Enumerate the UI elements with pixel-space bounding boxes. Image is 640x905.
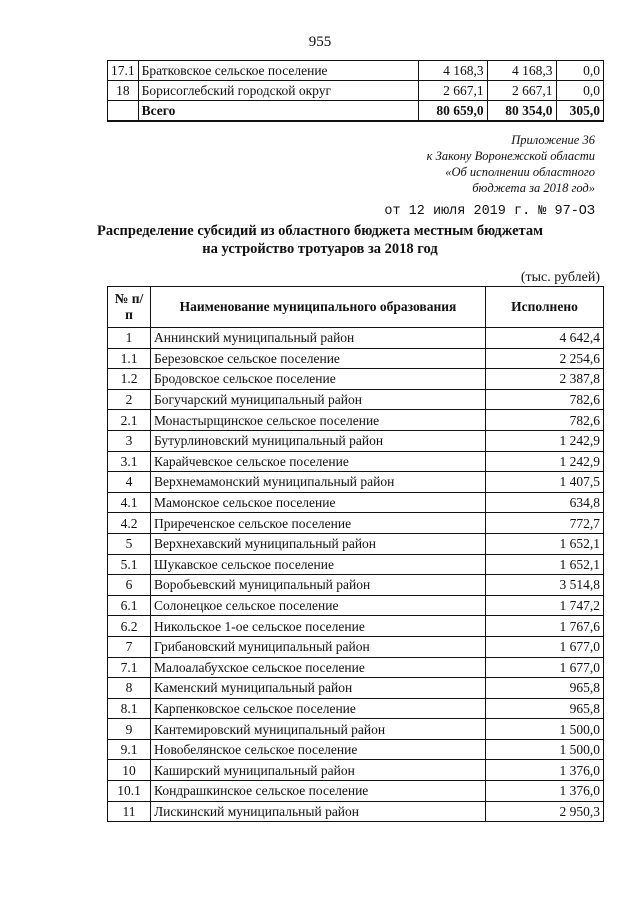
row-value: 1 652,1 — [486, 554, 604, 575]
row-number: 6.2 — [108, 616, 151, 637]
row-value: 772,7 — [486, 513, 604, 534]
row-name: Мамонское сельское поселение — [151, 492, 486, 513]
table-row — [108, 595, 604, 616]
row-name: Карайчевское сельское поселение — [151, 451, 486, 472]
table-row — [108, 348, 604, 369]
table-row — [108, 801, 604, 822]
row-value: 1 677,0 — [486, 636, 604, 657]
row-number: 9.1 — [108, 739, 151, 760]
row-name: Верхнехавский муниципальный район — [151, 533, 486, 554]
table-row — [108, 472, 604, 493]
table-row — [108, 513, 604, 534]
subsidy-table-body — [108, 328, 604, 822]
row-value: 1 747,2 — [486, 595, 604, 616]
row-value: 3 514,8 — [486, 575, 604, 596]
total-value-difference: 305,0 — [556, 101, 604, 121]
table-row — [108, 657, 604, 678]
row-number: 4.2 — [108, 513, 151, 534]
row-value: 1 500,0 — [486, 719, 604, 740]
title-line: на устройство тротуаров за 2018 год — [202, 241, 438, 257]
row-number: 8.1 — [108, 698, 151, 719]
row-number: 2 — [108, 389, 151, 410]
table-row — [108, 430, 604, 451]
row-number: 9 — [108, 719, 151, 740]
continuation-table — [107, 60, 604, 122]
row-value-executed: 4 168,3 — [487, 61, 556, 81]
table-row — [108, 760, 604, 781]
row-number: 7 — [108, 636, 151, 657]
row-number: 8 — [108, 678, 151, 699]
total-value-planned: 80 659,0 — [418, 101, 487, 121]
page-number: 955 — [308, 34, 332, 50]
table-row — [108, 369, 604, 390]
row-name: Карпенковское сельское поселение — [151, 698, 486, 719]
row-number: 4 — [108, 472, 151, 493]
law-reference: от 12 июля 2019 г. № 97-ОЗ — [384, 204, 595, 219]
table-row — [108, 554, 604, 575]
row-value: 4 642,4 — [486, 328, 604, 349]
table-row — [108, 492, 604, 513]
row-name: Воробьевский муниципальный район — [151, 575, 486, 596]
row-number: 10 — [108, 760, 151, 781]
row-number: 5 — [108, 533, 151, 554]
row-name: Монастырщинское сельское поселение — [151, 410, 486, 431]
table-row — [108, 389, 604, 410]
row-number: 10.1 — [108, 781, 151, 802]
total-label: Всего — [138, 101, 418, 121]
subsidy-table — [107, 286, 604, 822]
table-row — [108, 410, 604, 431]
row-name: Аннинский муниципальный район — [151, 328, 486, 349]
table-row — [108, 81, 604, 101]
table-row — [108, 719, 604, 740]
row-value-executed: 2 667,1 — [487, 81, 556, 101]
row-number: 6 — [108, 575, 151, 596]
row-value: 1 677,0 — [486, 657, 604, 678]
row-value: 1 376,0 — [486, 781, 604, 802]
row-value-planned: 2 667,1 — [418, 81, 487, 101]
row-number: 3 — [108, 430, 151, 451]
table-row — [108, 739, 604, 760]
row-value: 782,6 — [486, 389, 604, 410]
row-name: Лискинский муниципальный район — [151, 801, 486, 822]
row-number: 18 — [108, 81, 139, 101]
appendix-note — [295, 132, 595, 196]
row-name: Грибановский муниципальный район — [151, 636, 486, 657]
row-name: Верхнемамонский муниципальный район — [151, 472, 486, 493]
row-name: Березовское сельское поселение — [151, 348, 486, 369]
table-row — [108, 575, 604, 596]
row-value: 1 376,0 — [486, 760, 604, 781]
title-line: Распределение субсидий из областного бюджета местным бюджетам — [97, 223, 543, 239]
row-value-difference: 0,0 — [556, 61, 604, 81]
row-number: 1.1 — [108, 348, 151, 369]
total-row — [108, 101, 604, 121]
row-name: Бродовское сельское поселение — [151, 369, 486, 390]
units-label: (тыс. рублей) — [520, 270, 600, 285]
row-value: 2 387,8 — [486, 369, 604, 390]
row-name: Никольское 1-ое сельское поселение — [151, 616, 486, 637]
row-name: Борисоглебский городской округ — [138, 81, 418, 101]
table-row — [108, 61, 604, 81]
row-name: Каширский муниципальный район — [151, 760, 486, 781]
appendix-line: бюджета за 2018 год» — [472, 181, 595, 195]
row-value: 1 500,0 — [486, 739, 604, 760]
row-name: Солонецкое сельское поселение — [151, 595, 486, 616]
row-value: 782,6 — [486, 410, 604, 431]
row-number: 6.1 — [108, 595, 151, 616]
page-title — [0, 222, 640, 258]
row-number: 1 — [108, 328, 151, 349]
row-name: Шукавское сельское поселение — [151, 554, 486, 575]
continuation-table-body — [108, 61, 604, 121]
table-row — [108, 328, 604, 349]
table-row — [108, 616, 604, 637]
row-number: 17.1 — [108, 61, 139, 81]
row-value: 1 242,9 — [486, 451, 604, 472]
row-number: 1.2 — [108, 369, 151, 390]
row-value: 1 767,6 — [486, 616, 604, 637]
header-name: Наименование муниципального образования — [151, 287, 486, 328]
row-value: 965,8 — [486, 698, 604, 719]
row-number: 7.1 — [108, 657, 151, 678]
appendix-line: Приложение 36 — [511, 133, 595, 147]
row-name: Богучарский муниципальный район — [151, 389, 486, 410]
row-value: 1 242,9 — [486, 430, 604, 451]
row-number: 3.1 — [108, 451, 151, 472]
row-name: Кантемировский муниципальный район — [151, 719, 486, 740]
row-number: 11 — [108, 801, 151, 822]
row-name: Малоалабухское сельское поселение — [151, 657, 486, 678]
row-value: 1 407,5 — [486, 472, 604, 493]
row-name: Каменский муниципальный район — [151, 678, 486, 699]
row-value-difference: 0,0 — [556, 81, 604, 101]
row-name: Новобелянское сельское поселение — [151, 739, 486, 760]
row-value-planned: 4 168,3 — [418, 61, 487, 81]
table-row — [108, 451, 604, 472]
row-name: Братковское сельское поселение — [138, 61, 418, 81]
row-name: Приреченское сельское поселение — [151, 513, 486, 534]
table-row — [108, 781, 604, 802]
row-value: 2 950,3 — [486, 801, 604, 822]
total-empty-cell — [108, 101, 139, 121]
row-number: 4.1 — [108, 492, 151, 513]
row-value: 1 652,1 — [486, 533, 604, 554]
row-name: Кондрашкинское сельское поселение — [151, 781, 486, 802]
appendix-line: к Закону Воронежской области — [426, 149, 595, 163]
total-value-executed: 80 354,0 — [487, 101, 556, 121]
row-value: 965,8 — [486, 678, 604, 699]
header-value: Исполнено — [486, 287, 604, 328]
row-number: 2.1 — [108, 410, 151, 431]
table-row — [108, 636, 604, 657]
row-number: 5.1 — [108, 554, 151, 575]
row-name: Бутурлиновский муниципальный район — [151, 430, 486, 451]
table-row — [108, 678, 604, 699]
appendix-line: «Об исполнении областного — [445, 165, 595, 179]
header-number: № п/п — [108, 287, 151, 328]
table-row — [108, 533, 604, 554]
row-value: 634,8 — [486, 492, 604, 513]
row-value: 2 254,6 — [486, 348, 604, 369]
table-row — [108, 698, 604, 719]
